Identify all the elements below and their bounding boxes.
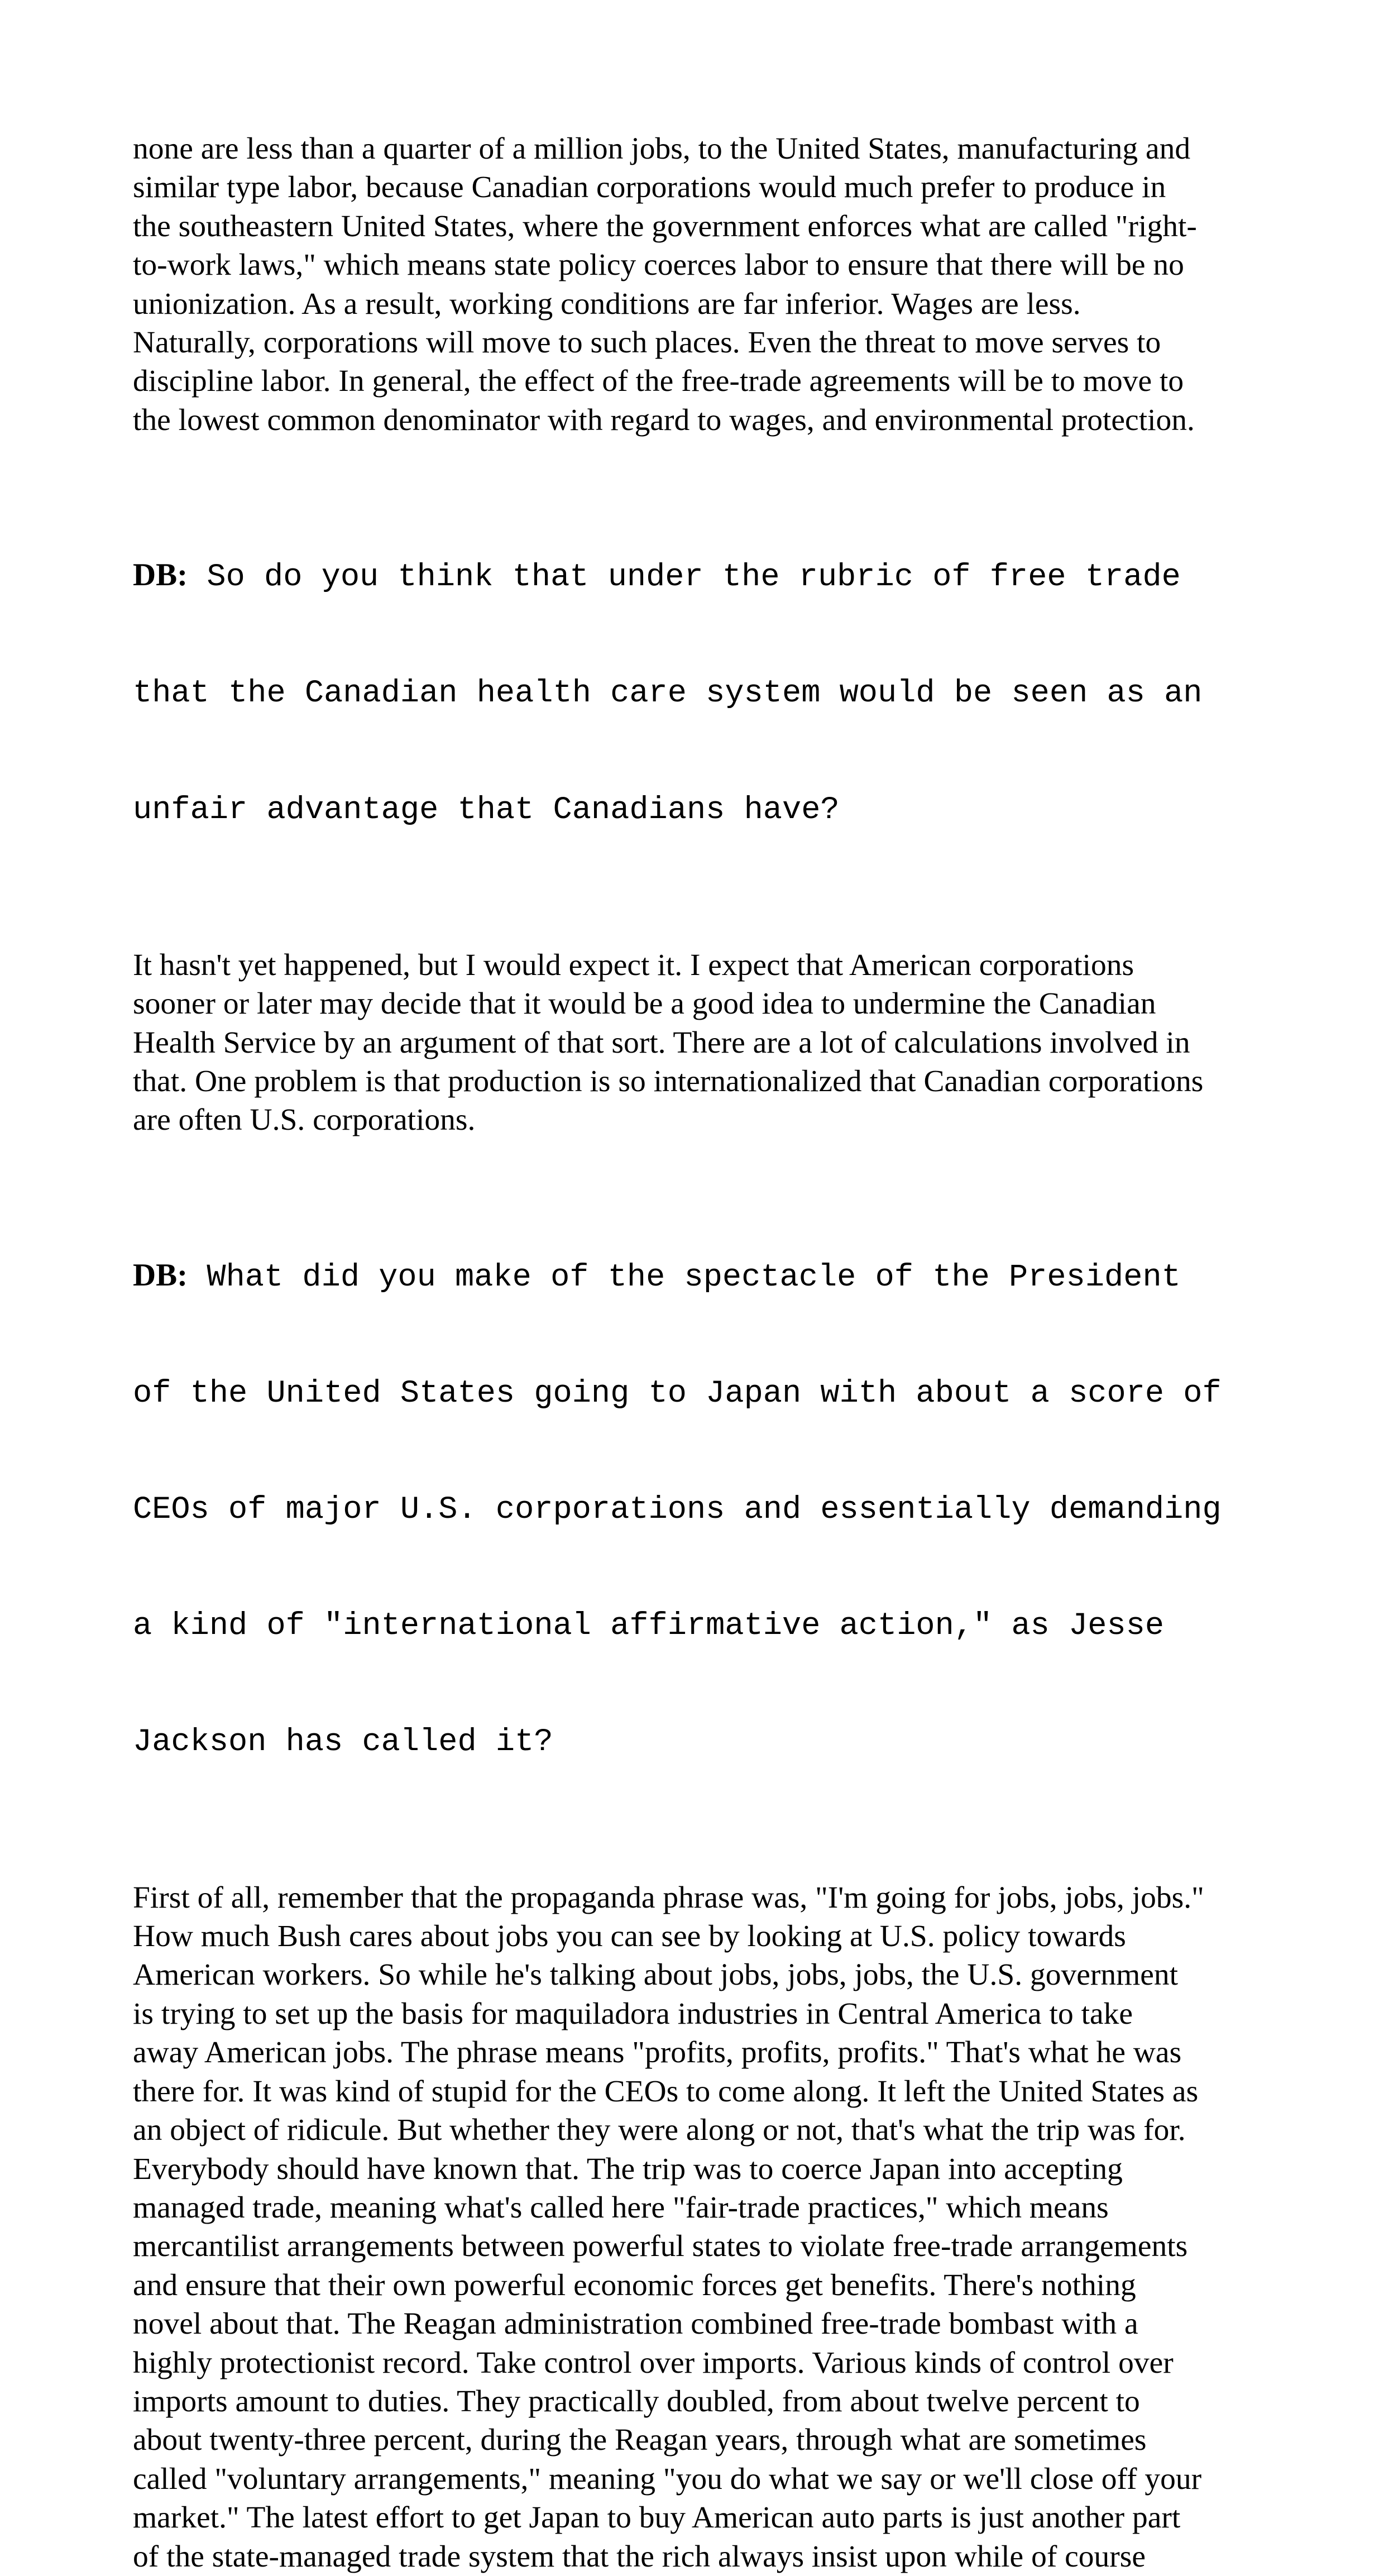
text-line: First of all, remember that the propaganda phrase was, "I'm going for jobs, jobs, jobs." <box>133 1880 1204 1915</box>
text-line: unionization. As a result, working conditions are far inferior. Wages are less. <box>133 286 1081 321</box>
text-line: Everybody should have known that. The trip was to coerce Japan into accepting <box>133 2152 1123 2186</box>
text-line: are often U.S. corporations. <box>133 1103 476 1138</box>
text-line: highly protectionist record. Take control over imports. Various kinds of control over <box>133 2345 1174 2380</box>
answer-paragraph <box>133 1879 1261 2576</box>
text-line: that. One problem is that production is so internationalized that Canadian corporations <box>133 1064 1204 1098</box>
paragraph-gap <box>133 1840 1261 1879</box>
text-line: the southeastern United States, where the government enforces what are called "right- <box>133 209 1197 243</box>
text-line: sooner or later may decide that it would be a good idea to undermine the Canadian <box>133 987 1156 1021</box>
text-line: mercantilist arrangements between powerful states to violate free-trade arrangements <box>133 2229 1188 2264</box>
document-page <box>133 130 1261 2576</box>
text-line: none are less than a quarter of a million jobs, to the United States, manufacturing and <box>133 132 1191 166</box>
text-line: American workers. So while he's talking about jobs, jobs, jobs, the U.S. government <box>133 1958 1179 1992</box>
text-line: to-work laws," which means state policy coerces labor to ensure that there will be no <box>133 248 1184 283</box>
answer-paragraph <box>133 130 1261 439</box>
text-line: Health Service by an argument of that sort. There are a lot of calculations involved in <box>133 1025 1190 1060</box>
text-line: unfair advantage that Canadians have? <box>133 792 840 828</box>
text-line: about twenty-three percent, during the Reagan years, through what are sometimes <box>133 2423 1147 2458</box>
text-line: managed trade, meaning what's called here "fair-trade practices," which means <box>133 2190 1109 2225</box>
answer-paragraph <box>133 946 1261 1140</box>
question-text: So do you think that under the rubric of free trade <box>188 560 1181 596</box>
text-line: an object of ridicule. But whether they were along or not, that's what the trip was for. <box>133 2113 1186 2148</box>
text-line: It hasn't yet happened, but I would expect it. I expect that American corporations <box>133 948 1134 982</box>
text-line: there for. It was kind of stupid for the CEOs to come along. It left the United States as <box>133 2074 1199 2109</box>
text-line: is trying to set up the basis for maquiladora industries in Central America to take <box>133 1996 1133 2031</box>
text-line: discipline labor. In general, the effect of the free-trade agreements will be to move to <box>133 364 1184 399</box>
text-line: novel about that. The Reagan administration combined free-trade bombast with a <box>133 2307 1138 2341</box>
text-line <box>133 556 1261 597</box>
text-line: market." The latest effort to get Japan to buy American auto parts is just another part <box>133 2501 1181 2535</box>
text-line: of the state-managed trade system that the rich always insist upon while of course <box>133 2539 1146 2574</box>
paragraph-gap <box>133 907 1261 946</box>
text-line: and ensure that their own powerful economic forces get benefits. There's nothing <box>133 2268 1136 2302</box>
text-line: How much Bush cares about jobs you can see by looking at U.S. policy towards <box>133 1919 1126 1954</box>
text-line: the lowest common denominator with regard to wages, and environmental protection. <box>133 403 1195 437</box>
question-text: What did you make of the spectacle of the President <box>188 1259 1181 1296</box>
text-line: imports amount to duties. They practically doubled, from about twelve percent to <box>133 2384 1140 2419</box>
speaker-label: DB: <box>133 557 188 593</box>
text-line: of the United States going to Japan with about a score of <box>133 1375 1222 1412</box>
paragraph-gap <box>133 439 1261 478</box>
text-line: called "voluntary arrangements," meaning "you do what we say or we'll close off your <box>133 2462 1202 2496</box>
text-line: Naturally, corporations will move to such places. Even the threat to move serves to <box>133 326 1161 360</box>
text-line: away American jobs. The phrase means "profits, profits, profits." That's what he was <box>133 2035 1182 2070</box>
question-paragraph <box>133 478 1261 907</box>
speaker-label: DB: <box>133 1257 188 1293</box>
text-line: that the Canadian health care system would be seen as an <box>133 676 1203 712</box>
text-line: Jackson has called it? <box>133 1724 553 1761</box>
text-line: a kind of "international affirmative action," as Jesse <box>133 1608 1165 1645</box>
text-line <box>133 1256 1261 1297</box>
text-line: CEOs of major U.S. corporations and essentially demanding <box>133 1492 1222 1528</box>
text-line: similar type labor, because Canadian corporations would much prefer to produce in <box>133 170 1166 205</box>
question-paragraph <box>133 1178 1261 1840</box>
paragraph-gap <box>133 1140 1261 1178</box>
